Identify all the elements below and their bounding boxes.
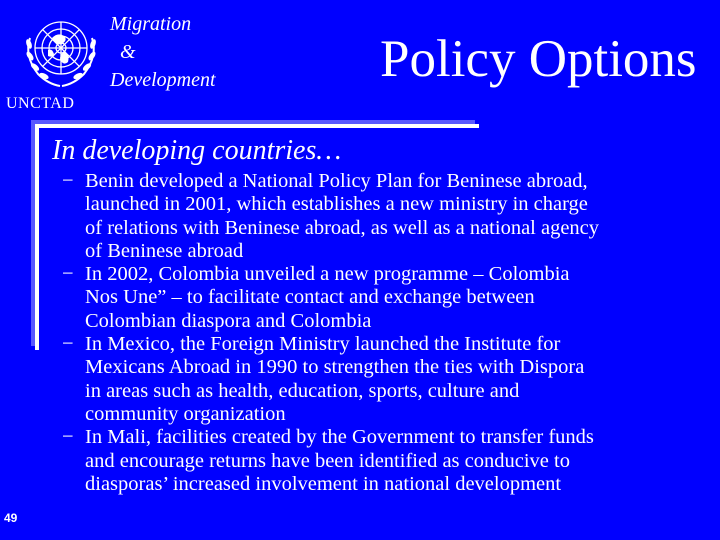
dash-bullet-icon: − (62, 263, 74, 286)
item-line: launched in 2001, which establishes a new ministry in charge (85, 193, 588, 216)
item-line: Benin developed a National Policy Plan for Beninese abroad, (85, 170, 588, 192)
dash-bullet-icon: − (62, 333, 74, 356)
slide-title: Policy Options (380, 30, 697, 88)
list-item (60, 333, 700, 426)
item-line: community organization (85, 402, 286, 425)
topic-line: Migration (110, 13, 192, 35)
item-line: of Beninese abroad (85, 239, 244, 262)
item-line: Nos Une” – to facilitate contact and exchange between (85, 286, 535, 309)
item-line: in areas such as health, education, sports, culture and (85, 379, 520, 402)
org-name: UNCTAD (6, 95, 75, 112)
item-line: of relations with Beninese abroad, as well as a national agency (85, 216, 600, 239)
un-emblem-icon (18, 8, 104, 94)
item-line: In Mali, facilities created by the Government to transfer funds (85, 426, 594, 449)
topic-heading (110, 10, 216, 94)
list-item (60, 426, 700, 496)
topic-line: Development (110, 69, 216, 91)
section-subheading: In developing countries… (52, 135, 342, 166)
slide-number: 49 (4, 511, 18, 525)
list-item (60, 170, 700, 263)
list-item (60, 263, 700, 333)
dash-bullet-icon: − (62, 170, 74, 192)
item-line: diasporas’ increased involvement in national development (85, 472, 562, 495)
item-line: Colombian diaspora and Colombia (85, 309, 372, 332)
item-line: and encourage returns have been identified as conducive to (85, 449, 570, 472)
item-line: Mexicans Abroad in 1990 to strengthen the ties with Dispora (85, 356, 585, 379)
dash-bullet-icon: − (62, 426, 74, 449)
topic-line: & (110, 41, 136, 63)
item-line: In Mexico, the Foreign Ministry launched the Institute for (85, 333, 561, 356)
item-line: In 2002, Colombia unveiled a new programme – Colombia (85, 263, 570, 286)
policy-list (60, 170, 700, 496)
